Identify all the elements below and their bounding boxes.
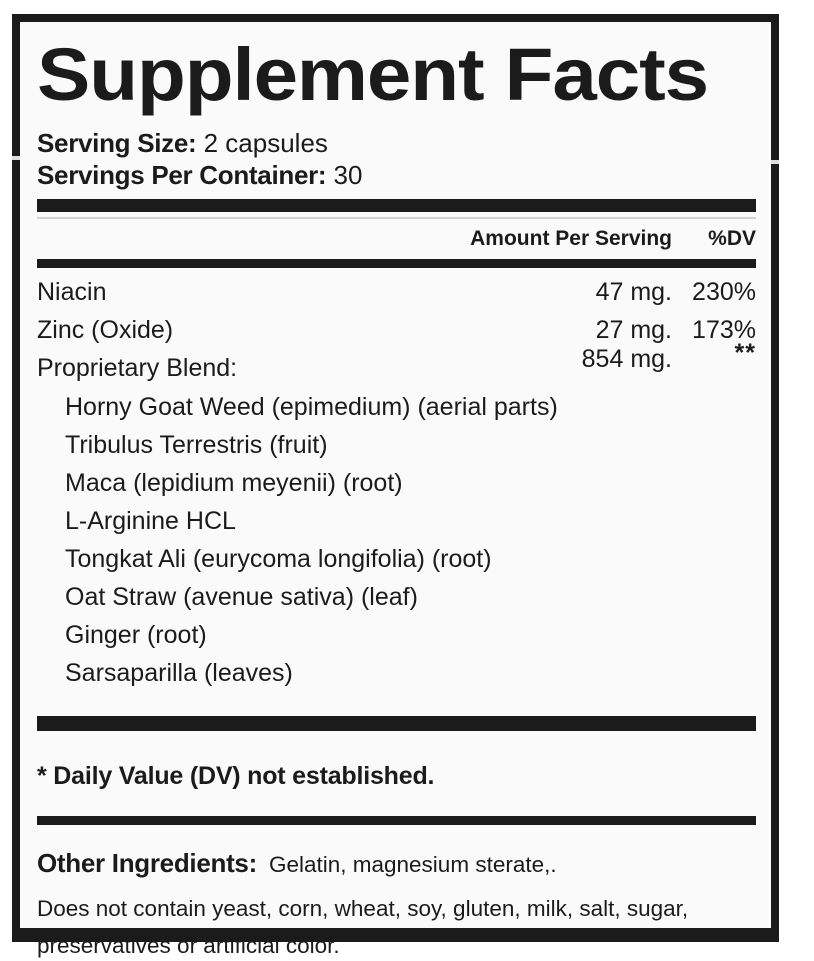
- column-header-amount: Amount Per Serving: [470, 227, 672, 250]
- blend-item: Ginger (root): [65, 621, 207, 649]
- blend-item: Tongkat Ali (eurycoma longifolia) (root): [65, 545, 492, 573]
- blend-item: Sarsaparilla (leaves): [65, 659, 293, 687]
- table-row-proprietary-blend: [37, 339, 756, 387]
- divider-seam: [37, 217, 756, 219]
- supplement-facts-label: [12, 14, 779, 958]
- servings-per-container-label: Servings Per Container:: [37, 160, 327, 190]
- other-ingredients-value: Gelatin, magnesium sterate,.: [268, 852, 557, 877]
- blend-item: L-Arginine HCL: [65, 507, 236, 535]
- disclaimer-line-2: preservatives or artificial color.: [37, 933, 340, 958]
- blend-ingredient-list: [37, 388, 756, 692]
- nutrient-amount: 854 mg.: [581, 345, 672, 373]
- table-row-niacin: [37, 273, 756, 311]
- divider-bar-header: [37, 259, 756, 268]
- nutrient-dv: 230%: [692, 278, 756, 306]
- divider-bar-top: [37, 199, 756, 212]
- serving-size-line: [37, 127, 756, 159]
- label-seam-right: [771, 160, 779, 164]
- nutrient-rows: [37, 273, 756, 387]
- nutrient-dv: 173%: [692, 316, 756, 344]
- column-header-row: [37, 226, 756, 252]
- nutrient-name: Niacin: [37, 278, 107, 306]
- servings-per-container-line: [37, 159, 756, 191]
- daily-value-footnote: * Daily Value (DV) not established.: [37, 762, 435, 790]
- divider-bar-footnote: [37, 716, 756, 731]
- label-content: [20, 22, 771, 958]
- blend-item: Tribulus Terrestris (fruit): [65, 431, 328, 459]
- serving-size-value: 2 capsules: [203, 128, 328, 158]
- nutrient-name: Proprietary Blend:: [37, 354, 238, 382]
- column-header-dv: %DV: [708, 227, 756, 250]
- nutrient-dv: **: [734, 339, 756, 367]
- other-ingredients-line: [37, 848, 756, 880]
- divider-bar-other: [37, 816, 756, 825]
- nutrient-name: Zinc (Oxide): [37, 316, 174, 344]
- label-seam-left: [12, 156, 20, 160]
- nutrient-amount: 27 mg.: [595, 316, 672, 344]
- blend-item: Oat Straw (avenue sativa) (leaf): [65, 583, 418, 611]
- disclaimer-line-1: Does not contain yeast, corn, wheat, soy, gluten, milk, salt, sugar,: [37, 896, 689, 921]
- label-title: Supplement Facts: [37, 33, 709, 116]
- blend-item: Maca (lepidium meyenii) (root): [65, 469, 403, 497]
- other-ingredients-label: Other Ingredients:: [37, 848, 257, 878]
- blend-item: Horny Goat Weed (epimedium) (aerial parts): [65, 393, 558, 421]
- serving-size-label: Serving Size:: [37, 128, 197, 158]
- serving-info: [37, 127, 756, 191]
- nutrient-amount: 47 mg.: [595, 278, 672, 306]
- servings-per-container-value: 30: [333, 160, 363, 190]
